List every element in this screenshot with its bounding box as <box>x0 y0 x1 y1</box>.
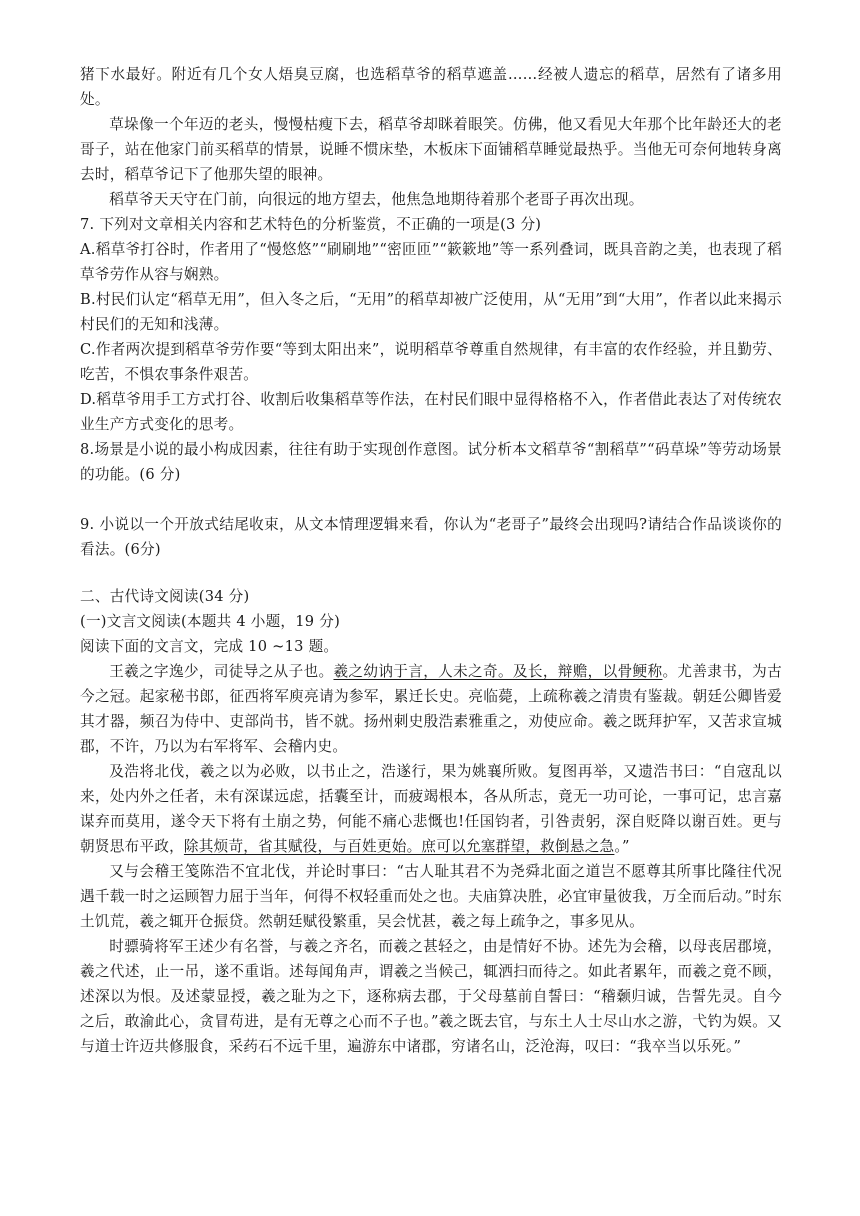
question-9: 9. 小说以一个开放式结尾收束，从文本情理逻辑来看，你认为“老哥子”最终会出现吗?请结合作品谈谈你的看法。(6分) <box>80 516 782 558</box>
classical-paragraph-3: 又与会稽王笺陈浩不宜北伐，并论时事曰：“古人耻其君不为尧舜北面之道岂不愿尊其所事比隆往代况遇千载一时之运顾智力屈于当年，何得不权轻重而处之也。夫庙算决胜，必宜审量彼我，万全而后动。”时东土饥荒，羲之辄开仓振贷。然朝廷赋役繁重，吴会忧甚，羲之每上疏争之，事多见从。 <box>80 863 782 930</box>
question-7-option-c: C.作者两次提到稻草爷劳作要“等到太阳出来”，说明稻草爷尊重自然规律，有丰富的农作经验，并且勤劳、吃苦，不惧农事条件艰苦。 <box>80 341 782 383</box>
story-paragraph: 猪下水最好。附近有几个女人焐臭豆腐，也选稻草爷的稻草遮盖……经被人遗忘的稻草，居然有了诸多用处。 <box>80 66 782 108</box>
document-page <box>80 62 782 1059</box>
story-paragraph: 草垛像一个年迈的老头，慢慢枯瘦下去，稻草爷却眯着眼笑。仿佛，他又看见大年那个比年龄还大的老哥子，站在他家门前买稻草的情景，说睡不惯床垫，木板床下面铺稻草睡觉最热乎。当他无可奈何地转身离去时，稻草爷记下了他那失望的眼神。 <box>80 116 782 183</box>
question-7-option-d: D.稻草爷用手工方式打谷、收割后收集稻草等作法，在村民们眼中显得格格不入，作者借此表达了对传统农业生产方式变化的思考。 <box>80 391 782 433</box>
underlined-sentence: 羲之幼讷于言，人未之奇。及长，辩赡，以骨鲠称 <box>333 663 663 680</box>
classical-text: 。” <box>614 838 630 855</box>
classical-text: 及浩将北伐，羲之以为必败，以书止之，浩遂行，果为姚襄所败。复图再举，又遗浩书曰：“自寇乱以来，处内外之任者，未有深谋远虑，括囊至计，而疲竭根本，各从所志，竟无一功可论，一事可记，忠言嘉谋弃而莫用，遂令天下将有土崩之势，何能不痛心悲慨也!任国钧者，引咎责躬，深自贬降以谢百姓。更与朝贤思布平政， <box>80 763 782 855</box>
question-7-stem: 7. 下列对文章相关内容和艺术特色的分析鉴赏，不正确的一项是(3 分) <box>80 216 542 233</box>
subsection-title: (一)文言文阅读(本题共 4 小题，19 分) <box>80 613 341 630</box>
question-7-option-b: B.村民们认定“稻草无用”，但入冬之后，“无用”的稻草却被广泛使用，从“无用”到“大用”，作者以此来揭示村民们的无知和浅薄。 <box>80 291 782 333</box>
question-8: 8.场景是小说的最小构成因素，往往有助于实现创作意图。试分析本文稻草爷“割稻草”“码草垛”等劳动场景的功能。(6 分) <box>80 441 782 483</box>
reading-instruction: 阅读下面的文言文，完成 10 ~13 题。 <box>80 638 339 655</box>
section-title: 二、古代诗文阅读(34 分) <box>80 588 250 605</box>
underlined-sentence: 除其烦苛，省其赋役，与百姓更始。庶可以允塞群望，救倒悬之急 <box>183 838 615 855</box>
classical-paragraph-2 <box>80 759 782 859</box>
story-paragraph: 稻草爷天天守在门前，向很远的地方望去，他焦急地期待着那个老哥子再次出现。 <box>109 191 644 208</box>
classical-text: 王羲之字逸少，司徒导之从子也。 <box>109 663 334 680</box>
classical-text: 。尤善隶书，为古今之冠。起家秘书郎，征西将军庾亮请为参军，累迁长史。亮临薨，上疏称羲之清贵有鉴裁。朝廷公卿皆爱其才器，频召为侍中、吏部尚书，皆不就。扬州刺史殷浩素雅重之，劝使应命。羲之既拜护军，又苦求宣城郡，不许，乃以为右军将军、会稽内史。 <box>80 663 782 755</box>
classical-paragraph-1 <box>80 659 782 759</box>
question-7-option-a: A.稻草爷打谷时，作者用了“慢悠悠”“刷刷地”“密匝匝”“簌簌地”等一系列叠词，既具音韵之美，也表现了稻草爷劳作从容与娴熟。 <box>80 241 782 283</box>
classical-paragraph-4: 时骠骑将军王述少有名誉，与羲之齐名，而羲之甚轻之，由是情好不协。述先为会稽，以母丧居郡境，羲之代述，止一吊，遂不重诣。述每闻角声，谓羲之当候己，辄洒扫而待之。如此者累年，而羲之竟不顾，述深以为恨。及述蒙显授，羲之耻为之下，逐称病去郡，于父母墓前自誓曰：“稽颡归诚，告誓先灵。自今之后，敢渝此心，贪冒苟进，是有无尊之心而不子也。”羲之既去官，与东土人士尽山水之游，弋钓为娱。又与道士许迈共修服食，采药石不远千里，遍游东中诸郡，穷诸名山，泛沧海，叹曰：“我卒当以乐死。” <box>80 938 782 1055</box>
